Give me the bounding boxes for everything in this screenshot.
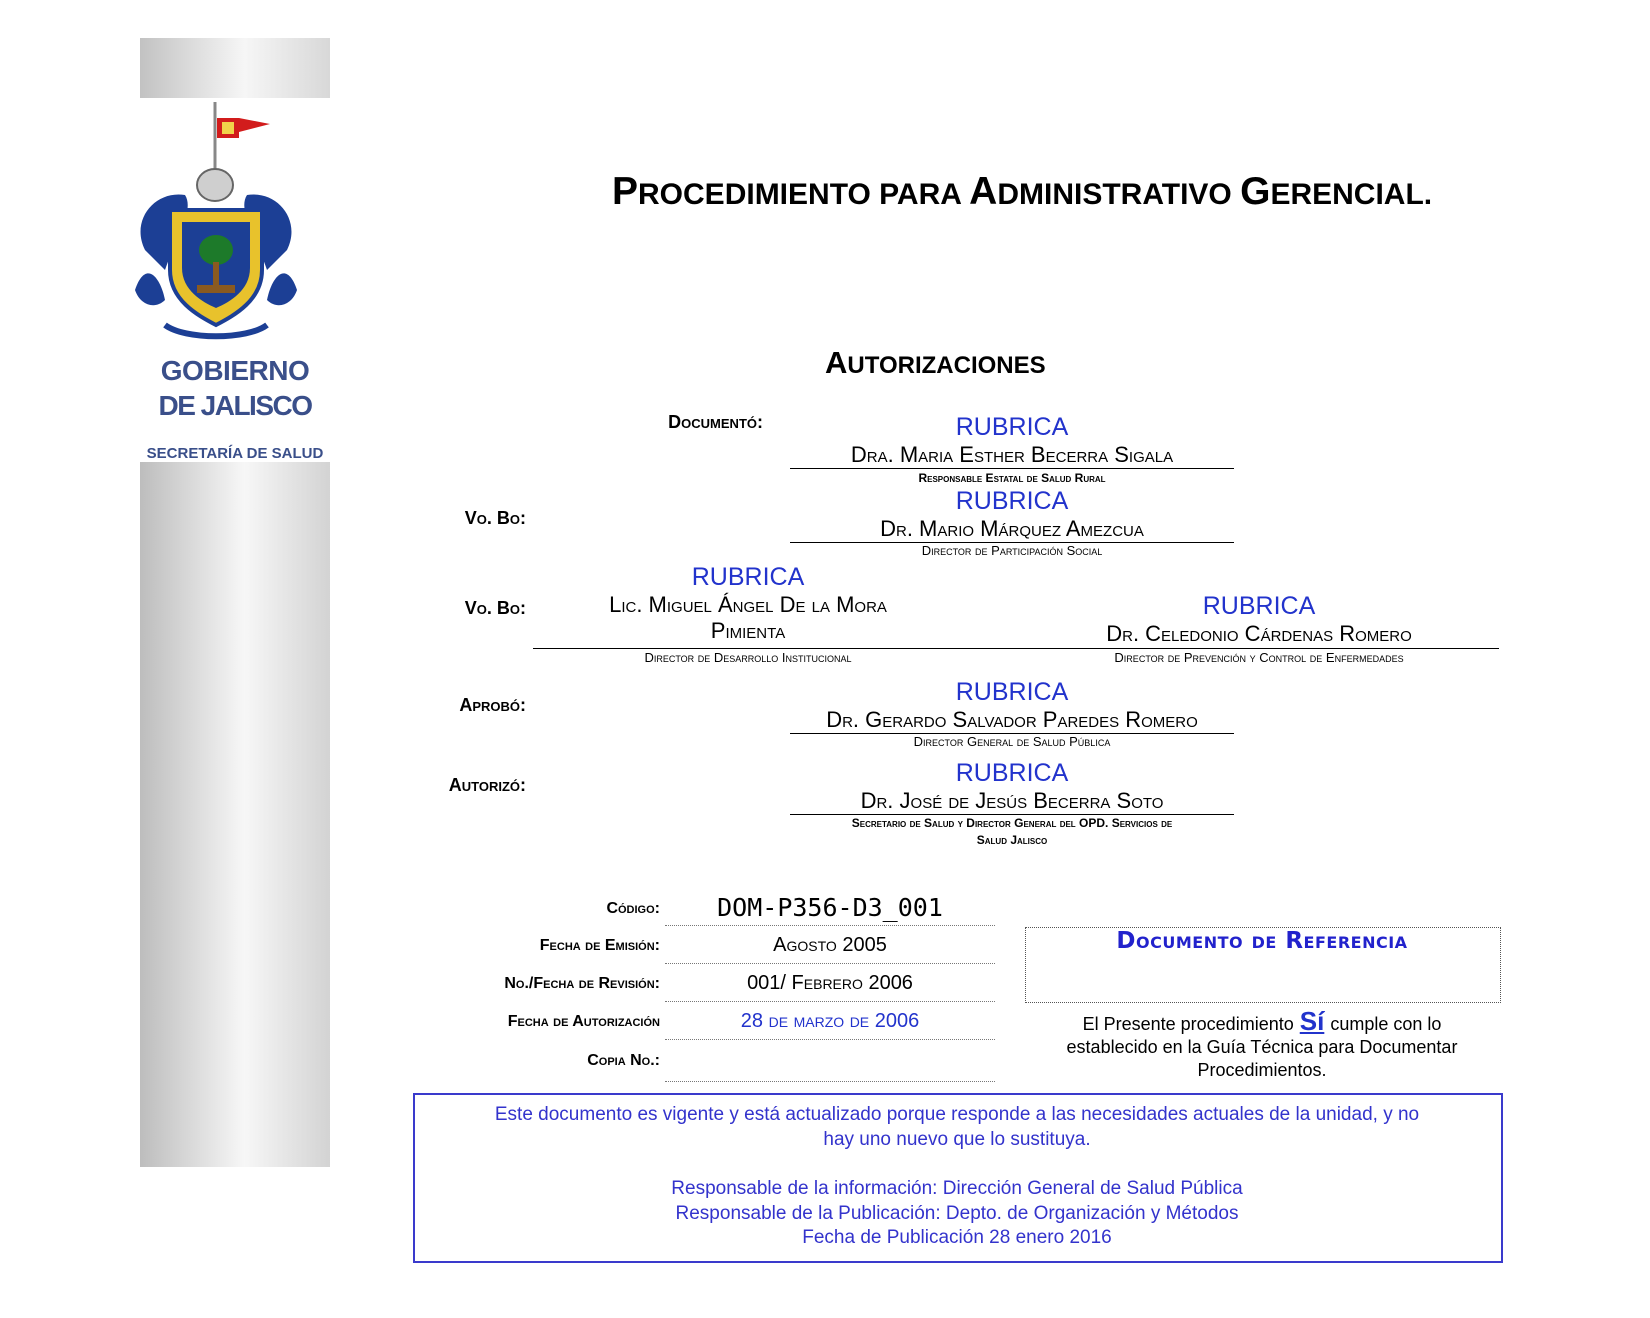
field-underline xyxy=(665,925,995,926)
revision-label: No./Fecha de Revisión: xyxy=(504,975,660,992)
signer-name: Dr. Celedonio Cárdenas Romero xyxy=(1106,621,1412,646)
responsible-publication: Responsable de la Publicación: Depto. de Organización y Métodos xyxy=(675,1203,1239,1224)
signer-name-line2: Pimienta xyxy=(710,618,786,643)
department-name: SECRETARÍA DE SALUD xyxy=(146,445,324,462)
sidebar-band-top xyxy=(140,38,330,98)
signer-name: Dr. Mario Márquez Amezcua xyxy=(880,516,1144,541)
signature-line xyxy=(533,648,1499,649)
field-underline xyxy=(665,1081,995,1082)
validity-line2: hay uno nuevo que lo sustituya. xyxy=(823,1129,1091,1150)
signer-role-line1: Secretario de Salud y Director General del OPD. Servicios de xyxy=(851,816,1173,830)
aprobo-label: Aprobó: xyxy=(459,695,526,715)
codigo-label: Código: xyxy=(606,900,660,917)
rubrica-text: RUBRICA xyxy=(955,487,1069,515)
compliance-statement xyxy=(1025,1006,1499,1082)
signer-name: Dra. Maria Esther Becerra Sigala xyxy=(850,442,1174,467)
rubrica-text: RUBRICA xyxy=(955,678,1069,706)
signer-role: Director de Desarrollo Institucional xyxy=(644,650,852,665)
document-title: PROCEDIMIENTO PARA ADMINISTRATIVO GERENCIAL. xyxy=(612,170,1433,213)
field-underline xyxy=(665,1039,995,1040)
gov-name-line2: DE JALISCO xyxy=(158,390,312,421)
copia-label: Copia No.: xyxy=(587,1052,660,1069)
signer-name-line1: Lic. Miguel Ángel De la Mora xyxy=(609,592,887,617)
signer-role-line2: Salud Jalisco xyxy=(976,833,1048,847)
vobo-label: Vo. Bo: xyxy=(464,508,526,528)
compliance-text: cumple con lo xyxy=(1330,1014,1442,1034)
autorizacion-value: 28 de marzo de 2006 xyxy=(740,1010,920,1032)
vobo2-right-signature xyxy=(1020,591,1498,647)
vobo1-signature xyxy=(790,486,1234,558)
signer-role: Director de Prevención y Control de Enfermedades xyxy=(1114,650,1404,665)
publication-date: Fecha de Publicación 28 enero 2016 xyxy=(802,1227,1112,1248)
vobo-label: Vo. Bo: xyxy=(464,598,526,618)
field-underline xyxy=(665,963,995,964)
compliance-answer: Sí xyxy=(1299,1006,1325,1036)
signer-role: Director General de Salud Pública xyxy=(913,734,1111,749)
emision-value: Agosto 2005 xyxy=(773,934,887,956)
documento-label: Documentó: xyxy=(668,412,763,432)
validity-line1: Este documento es vigente y está actualizado porque responde a las necesidades actuales de la unidad, y no xyxy=(494,1104,1420,1125)
section-title: AUTORIZACIONES xyxy=(825,345,1046,380)
compliance-text-line2: establecido en la Guía Técnica para Documentar xyxy=(1066,1037,1458,1057)
autorizo-signature xyxy=(790,758,1234,849)
field-underline xyxy=(665,1001,995,1002)
rubrica-text: RUBRICA xyxy=(691,563,805,591)
documento-signature xyxy=(790,412,1234,487)
vobo2-left-signature xyxy=(533,562,963,644)
reference-title: Documento de Referencia xyxy=(1116,928,1408,954)
jalisco-coat-of-arms-icon xyxy=(125,100,307,345)
codigo-value: DOM-P356-D3_001 xyxy=(717,893,943,922)
signer-role: Director de Participación Social xyxy=(921,543,1103,558)
compliance-text-line3: Procedimientos. xyxy=(1197,1060,1327,1080)
signer-name: Dr. Gerardo Salvador Paredes Romero xyxy=(826,707,1198,732)
signer-role: Responsable Estatal de Salud Rural xyxy=(918,471,1106,485)
signer-name: Dr. José de Jesús Becerra Soto xyxy=(860,788,1164,813)
rubrica-text: RUBRICA xyxy=(955,413,1069,441)
rubrica-text: RUBRICA xyxy=(955,759,1069,787)
compliance-text: El Presente procedimiento xyxy=(1082,1014,1294,1034)
responsible-info: Responsable de la información: Dirección General de Salud Pública xyxy=(671,1178,1243,1199)
autorizo-label: Autorizó: xyxy=(448,775,526,795)
autorizacion-label: Fecha de Autorización xyxy=(507,1013,660,1030)
gov-name-line1: GOBIERNO xyxy=(160,355,310,386)
aprobo-signature xyxy=(790,677,1234,749)
rubrica-text: RUBRICA xyxy=(1202,592,1316,620)
revision-value: 001/ Febrero 2006 xyxy=(747,972,913,994)
emision-label: Fecha de Emisión: xyxy=(539,937,660,954)
